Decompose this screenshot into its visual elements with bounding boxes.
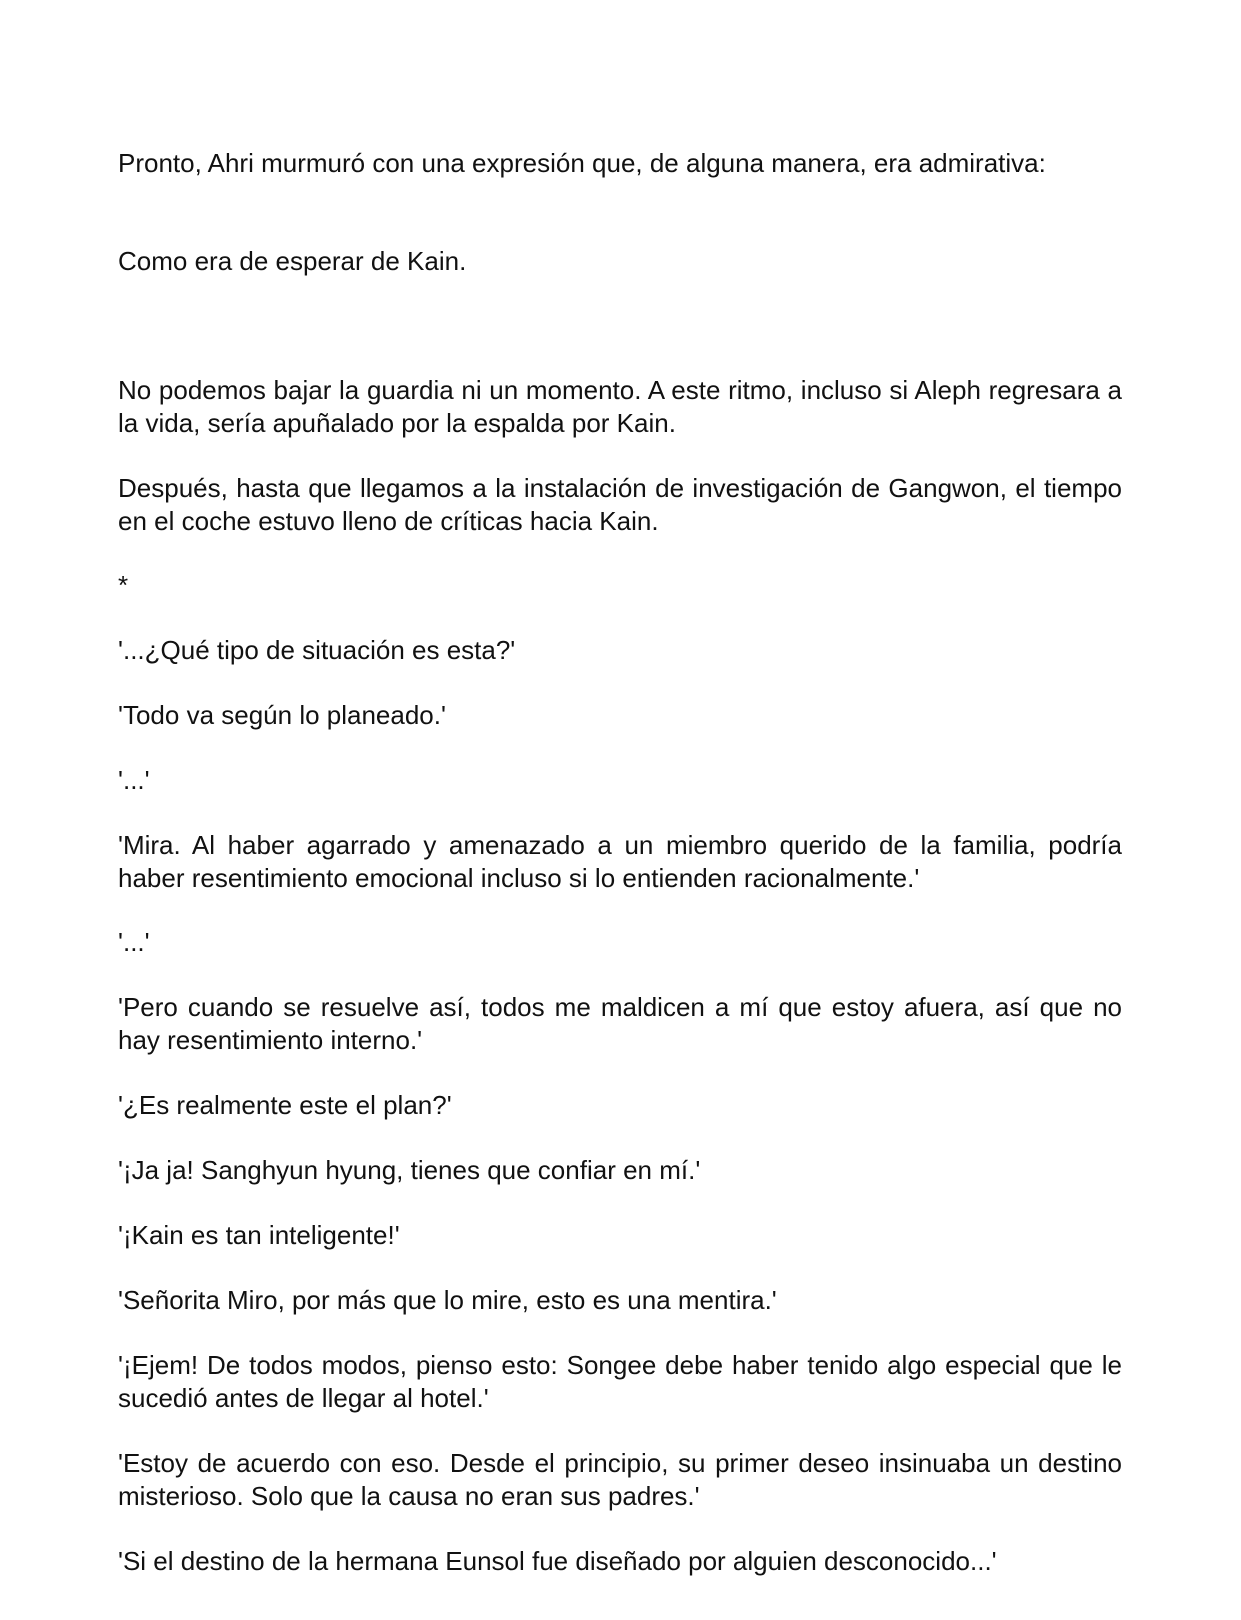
dialogue-2: 'Todo va según lo planeado.' (118, 700, 446, 730)
dialogue-11: '¡Ejem! De todos modos, pienso esto: Songee debe haber tenido algo especial que le sucedió antes de llegar al hotel.' (118, 1350, 1122, 1413)
dialogue-3: '...' (118, 765, 150, 795)
dialogue-10: 'Señorita Miro, por más que lo mire, esto es una mentira.' (118, 1285, 777, 1315)
dialogue-6: 'Pero cuando se resuelve así, todos me maldicen a mí que estoy afuera, así que no hay resentimiento interno.' (118, 992, 1122, 1055)
paragraph-3: No podemos bajar la guardia ni un momento. A este ritmo, incluso si Aleph regresara a la vida, sería apuñalado por la espalda por Kain. (118, 375, 1122, 438)
dialogue-4: 'Mira. Al haber agarrado y amenazado a un miembro querido de la familia, podría haber resentimiento emocional incluso si lo entienden racionalmente.' (118, 830, 1122, 893)
paragraph-2: Como era de esperar de Kain. (118, 246, 467, 276)
dialogue-13: 'Si el destino de la hermana Eunsol fue diseñado por alguien desconocido...' (118, 1546, 997, 1576)
dialogue-7: '¿Es realmente este el plan?' (118, 1090, 452, 1120)
dialogue-12: 'Estoy de acuerdo con eso. Desde el principio, su primer deseo insinuaba un destino misterioso. Solo que la causa no eran sus padres.' (118, 1448, 1122, 1511)
paragraph-1: Pronto, Ahri murmuró con una expresión que, de alguna manera, era admirativa: (118, 148, 1046, 178)
dialogue-9: '¡Kain es tan inteligente!' (118, 1220, 400, 1250)
dialogue-8: '¡Ja ja! Sanghyun hyung, tienes que confiar en mí.' (118, 1155, 701, 1185)
scene-break: * (118, 570, 129, 600)
dialogue-1: '...¿Qué tipo de situación es esta?' (118, 635, 516, 665)
paragraph-4: Después, hasta que llegamos a la instalación de investigación de Gangwon, el tiempo en el coche estuvo lleno de críticas hacia Kain. (118, 473, 1122, 536)
dialogue-5: '...' (118, 927, 150, 957)
